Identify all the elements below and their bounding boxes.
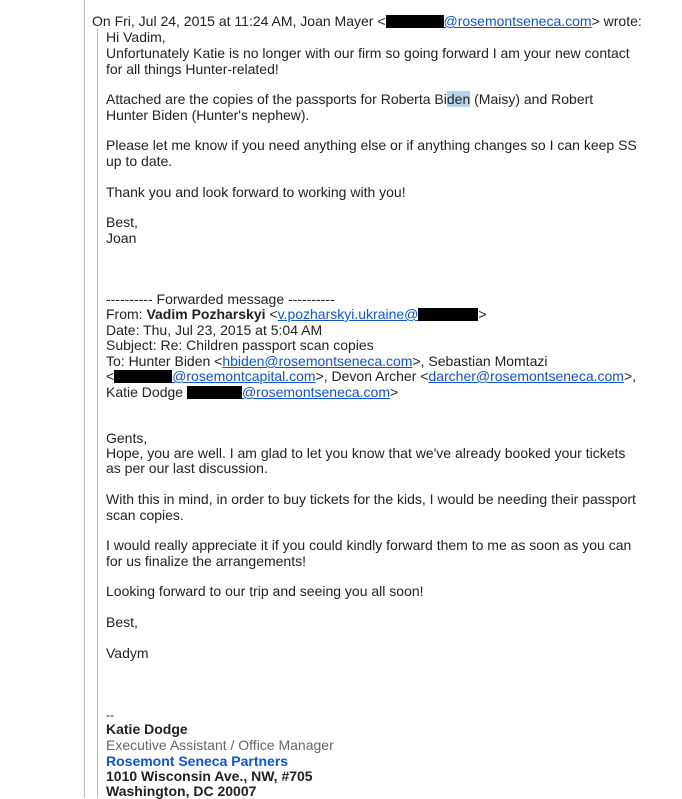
paragraph-line: Attached are the copies of the passports for Roberta Biden (Maisy) and Robert (106, 91, 594, 107)
redaction-block (386, 15, 444, 28)
signoff: Best, (106, 614, 138, 630)
paragraph-line: Looking forward to our trip and seeing you all soon! (106, 583, 424, 599)
signature-address-line: Washington, DC 20007 (106, 783, 257, 799)
signoff: Best, (106, 214, 138, 230)
paragraph-line: scan copies. (106, 507, 184, 523)
sebastian-email-link[interactable]: @rosemontcapital.com (172, 368, 316, 384)
paragraph-line: Thank you and look forward to working with you! (106, 184, 406, 200)
signature-dashes: -- (106, 708, 114, 722)
redaction-block (114, 370, 172, 383)
devon-email-link[interactable]: darcher@rosemontseneca.com (428, 368, 624, 384)
sender-name: Vadym (106, 645, 149, 661)
paragraph-line: up to date. (106, 153, 173, 169)
quote-bar-outer (84, 0, 85, 798)
redaction-block (418, 308, 478, 321)
from-name: Vadim Pozharskyi (146, 306, 266, 322)
paragraph-line: for us finalize the arrangements! (106, 553, 306, 569)
redaction-block (187, 386, 242, 399)
hunter-email-link[interactable]: hbiden@rosemontseneca.com (222, 353, 413, 369)
paragraph-line: Please let me know if you need anything else or if anything changes so I can keep SS (106, 137, 637, 153)
paragraph-line: With this in mind, in order to buy tickets for the kids, I would be needing their passport (106, 491, 636, 507)
joan-email-link[interactable]: @rosemontseneca.com (443, 13, 592, 29)
greeting: Hi Vadim, (106, 29, 166, 45)
subject-line: Subject: Re: Children passport scan copies (106, 337, 374, 353)
from-email-link[interactable]: v.pozharskyi.ukraine@ (277, 306, 419, 322)
to-line-2: < @rosemontcapital.com>, Devon Archer <darcher@rosemontseneca.com>, (106, 368, 637, 384)
paragraph-line: I would really appreciate it if you could kindly forward them to me as soon as you can (106, 537, 632, 553)
paragraph-line: as per our last discussion. (106, 460, 268, 476)
to-line: To: Hunter Biden <hbiden@rosemontseneca.com>, Sebastian Momtazi (106, 353, 548, 369)
quote-header: On Fri, Jul 24, 2015 at 11:24 AM, Joan Mayer < @rosemontseneca.com> wrote: (92, 13, 642, 29)
selection-highlight: den (446, 91, 471, 107)
paragraph-line: Hunter Biden (Hunter's nephew). (106, 107, 310, 123)
greeting: Gents, (106, 430, 148, 446)
signature-company: Rosemont Seneca Partners (106, 753, 289, 769)
date-line: Date: Thu, Jul 23, 2015 at 5:04 AM (106, 322, 323, 338)
from-line: From: Vadim Pozharskyi <v.pozharskyi.ukraine@ > (106, 306, 487, 322)
katie-email-link[interactable]: @rosemontseneca.com (241, 384, 391, 400)
signature-address-line: 1010 Wisconsin Ave., NW, #705 (106, 768, 313, 784)
sender-name: Joan (106, 230, 137, 246)
signature-title: Executive Assistant / Office Manager (106, 737, 334, 753)
quote-bar-inner (97, 28, 98, 798)
paragraph-line: Unfortunately Katie is no longer with our firm so going forward I am your new contact (106, 45, 630, 61)
signature-name: Katie Dodge (106, 721, 188, 737)
paragraph-line: Hope, you are well. I am glad to let you know that we've already booked your tickets (106, 445, 626, 461)
forward-separator: ---------- Forwarded message ---------- (106, 291, 335, 307)
to-line-3: Katie Dodge @rosemontseneca.com> (106, 384, 399, 400)
paragraph-line: for all things Hunter-related! (106, 61, 279, 77)
